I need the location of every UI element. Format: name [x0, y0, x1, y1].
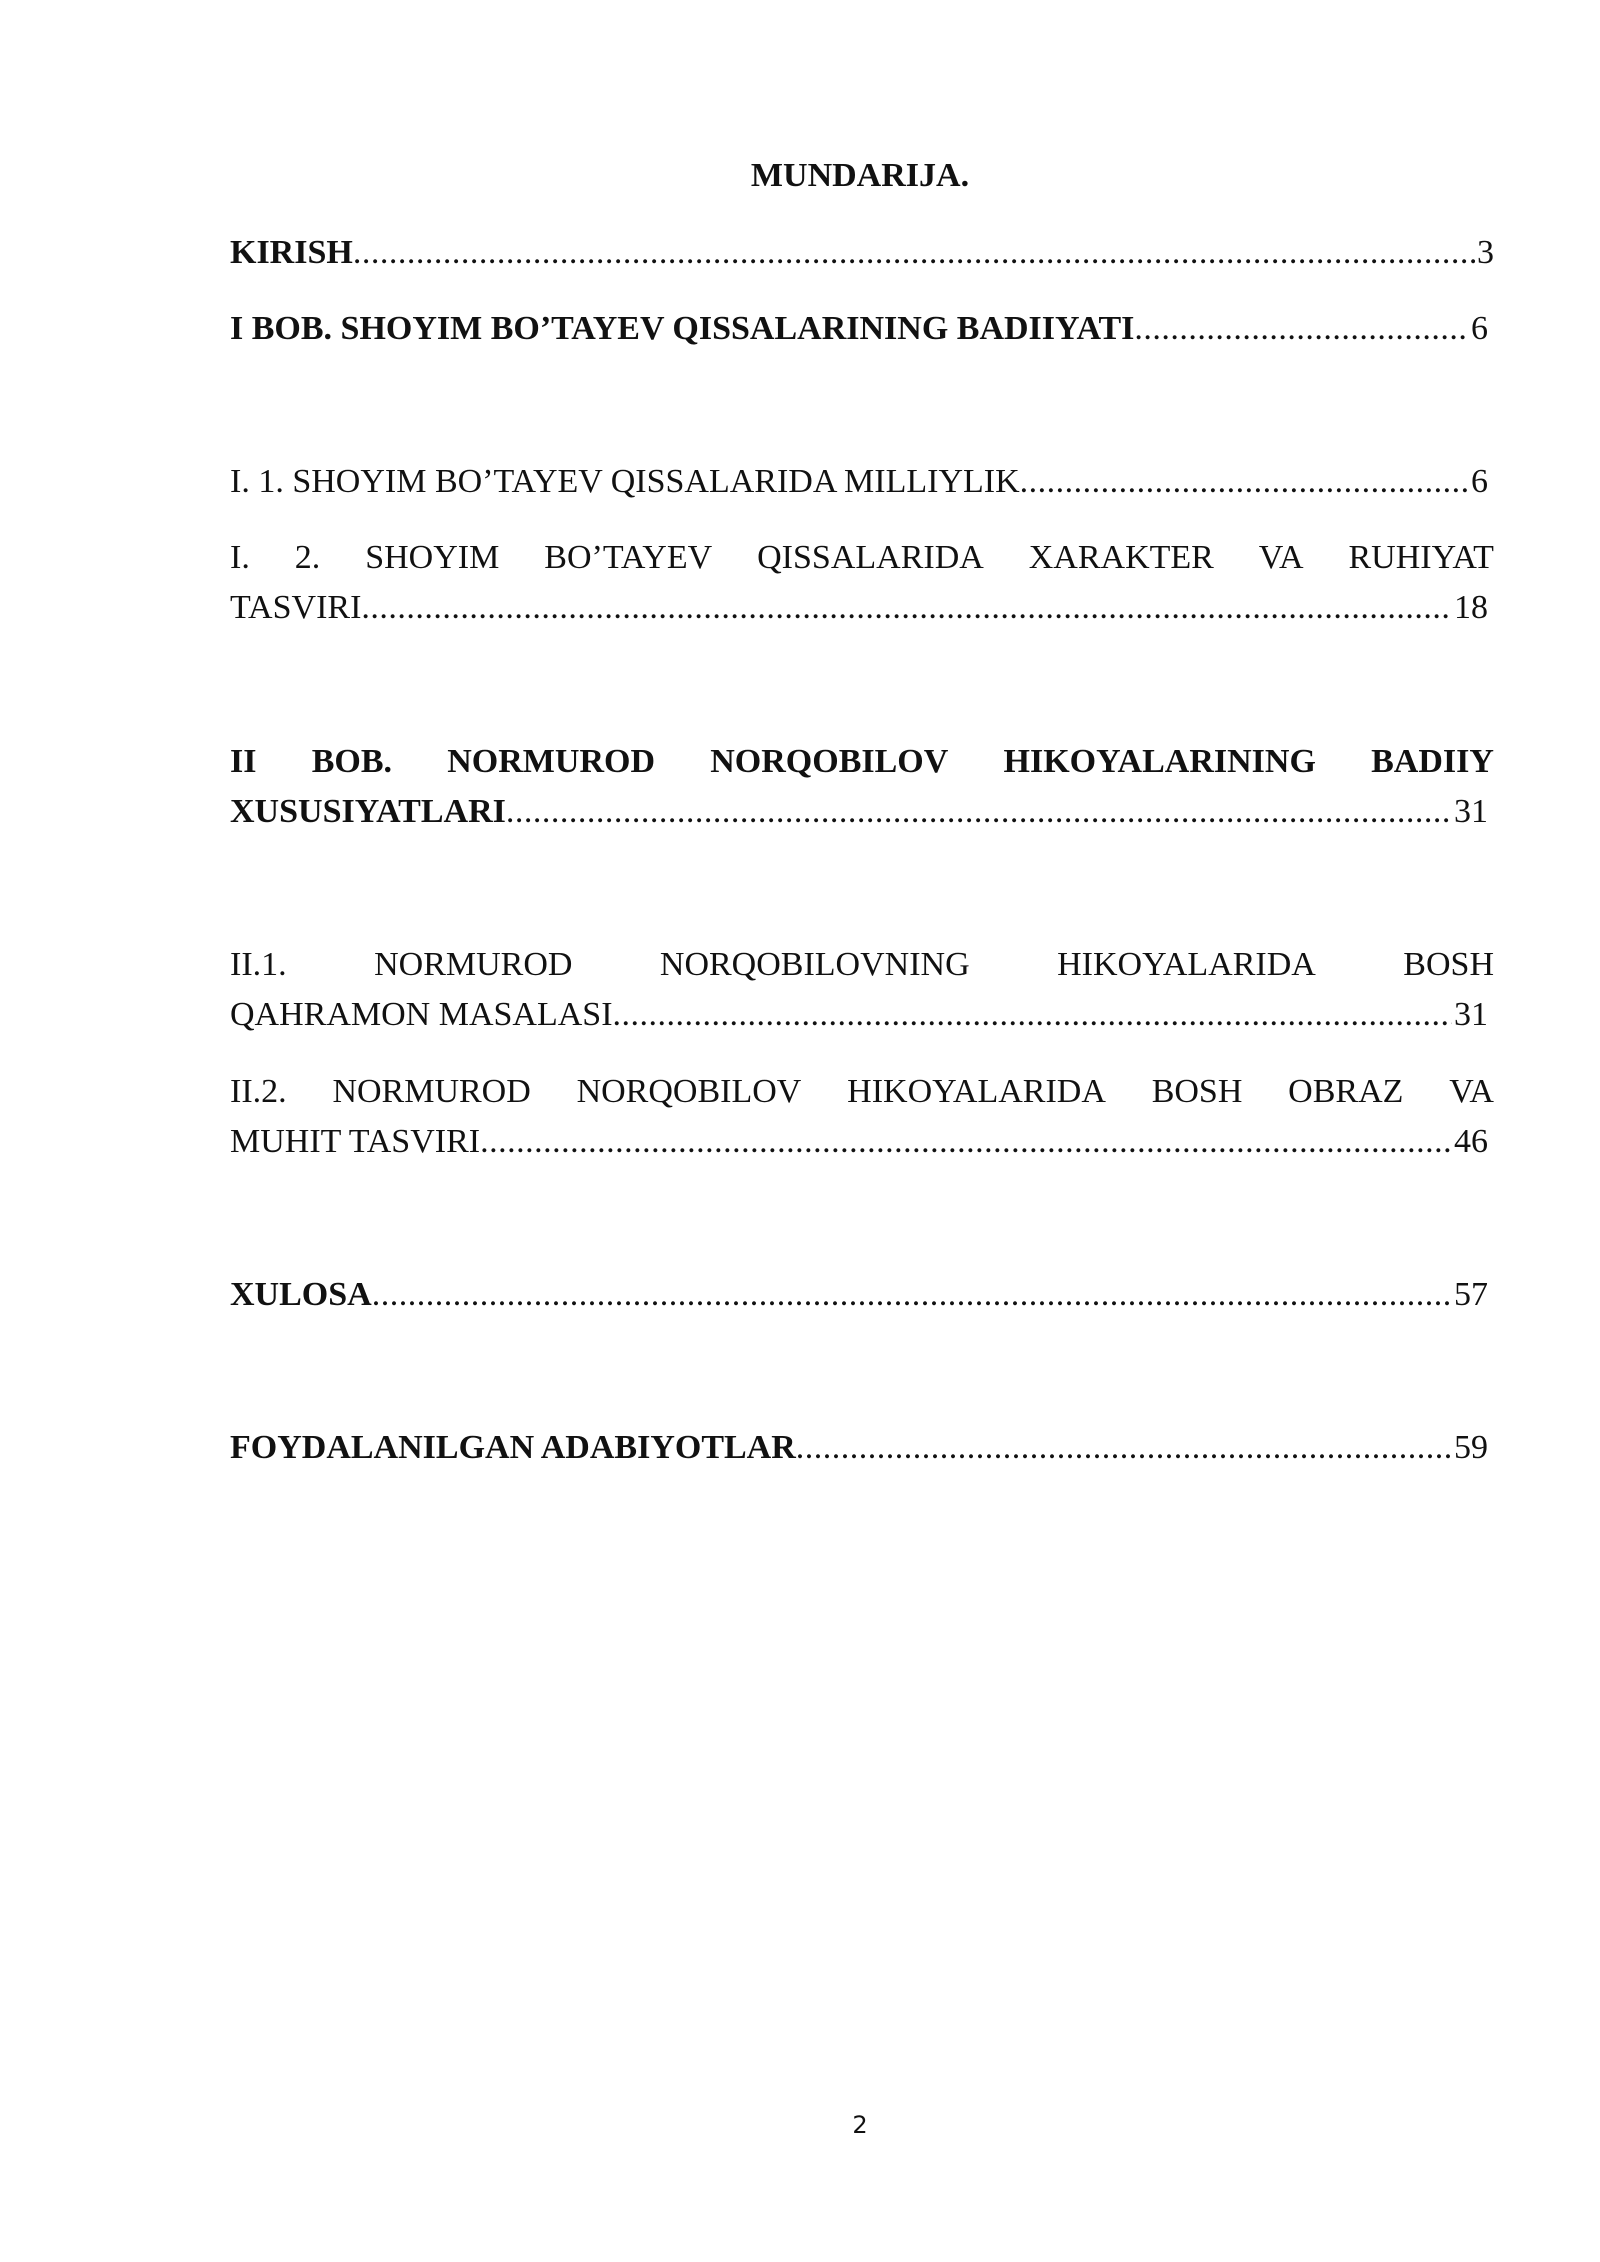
toc-entry-page: 3: [1477, 234, 1494, 271]
toc-entry-references[interactable]: [230, 1423, 1488, 1473]
dot-leader: [613, 990, 1452, 1040]
toc-word: NORQOBILOVNING: [659, 946, 970, 983]
toc-word: NORMUROD: [374, 946, 573, 983]
toc-entry-first-line: [230, 1067, 1494, 1117]
toc-word: XARAKTER: [1028, 539, 1214, 576]
toc-entry-page: 6: [1471, 310, 1488, 347]
toc-entry-label: FOYDALANILGAN ADABIYOTLAR: [230, 1429, 796, 1466]
toc-entry-label: I. 1. SHOYIM BO’TAYEV QISSALARIDA MILLIYLIK: [230, 463, 1020, 500]
page-number: 2: [852, 2111, 868, 2139]
toc-entry-label: MUHIT TASVIRI: [230, 1123, 481, 1160]
toc-entry-section-2-2[interactable]: [230, 1067, 1494, 1167]
dot-leader: [353, 228, 1475, 278]
toc-word: BOSH: [1403, 946, 1494, 983]
dot-leader: [361, 583, 1452, 633]
toc-entry-page: 57: [1454, 1276, 1488, 1313]
toc-word: HIKOYALARINING: [1003, 743, 1316, 780]
dot-leader: [506, 787, 1452, 837]
toc-entry-label: XULOSA: [230, 1276, 372, 1313]
toc-entry-section-1-1[interactable]: [230, 457, 1488, 507]
dot-leader: [1020, 457, 1469, 507]
toc-entry-first-line: [230, 533, 1494, 583]
toc-entry-chapter-1[interactable]: [230, 304, 1488, 354]
toc-entry-xulosa[interactable]: [230, 1270, 1488, 1320]
toc-entry-page: 31: [1454, 996, 1488, 1033]
toc-word: VA: [1449, 1073, 1494, 1110]
toc-entry-section-1-2[interactable]: [230, 533, 1494, 633]
toc-entry-label: TASVIRI: [230, 589, 362, 626]
toc-word: BO’TAYEV: [544, 539, 713, 576]
dot-leader: [480, 1117, 1452, 1167]
toc-word: BADIIY: [1371, 743, 1494, 780]
toc-entry-first-line: [230, 737, 1494, 787]
toc-word: HIKOYALARIDA: [1057, 946, 1316, 983]
toc-word: BOSH: [1151, 1073, 1243, 1110]
dot-leader: [1134, 304, 1469, 354]
toc-word: NORQOBILOV: [576, 1073, 802, 1110]
toc-entry-page: 59: [1454, 1429, 1488, 1466]
toc-word: 2.: [294, 539, 321, 576]
toc-word: VA: [1258, 539, 1304, 576]
toc-word: NORMUROD: [332, 1073, 531, 1110]
toc-title: MUNDARIJA.: [750, 157, 970, 194]
toc-entry-first-line: [230, 940, 1494, 990]
toc-word: BOB.: [311, 743, 393, 780]
toc-word: II.1.: [230, 946, 287, 983]
toc-word: NORQOBILOV: [710, 743, 949, 780]
toc-word: II.2.: [230, 1073, 287, 1110]
dot-leader: [372, 1270, 1452, 1320]
toc-entry-page: 18: [1454, 589, 1488, 626]
toc-entry-label: I BOB. SHOYIM BO’TAYEV QISSALARINING BADIIYATI: [230, 310, 1135, 347]
toc-entry-label: QAHRAMON MASALASI: [230, 996, 613, 1033]
dot-leader: [796, 1423, 1452, 1473]
toc-entry-label: KIRISH: [230, 234, 353, 271]
toc-word: II: [230, 743, 257, 780]
toc-entry-section-2-1[interactable]: [230, 940, 1494, 1040]
toc-word: RUHIYAT: [1348, 539, 1494, 576]
toc-word: QISSALARIDA: [757, 539, 984, 576]
toc-entry-page: 46: [1454, 1123, 1488, 1160]
toc-word: SHOYIM: [365, 539, 500, 576]
toc-word: NORMUROD: [447, 743, 656, 780]
toc-word: OBRAZ: [1288, 1073, 1404, 1110]
toc-entry-page: 31: [1454, 793, 1488, 830]
toc-word: I.: [230, 539, 250, 576]
toc-word: HIKOYALARIDA: [847, 1073, 1106, 1110]
toc-entry-label: XUSUSIYATLARI: [230, 793, 506, 830]
toc-entry-page: 6: [1471, 463, 1488, 500]
toc-entry-chapter-2[interactable]: [230, 737, 1494, 837]
toc-entry-kirish[interactable]: [230, 228, 1494, 278]
